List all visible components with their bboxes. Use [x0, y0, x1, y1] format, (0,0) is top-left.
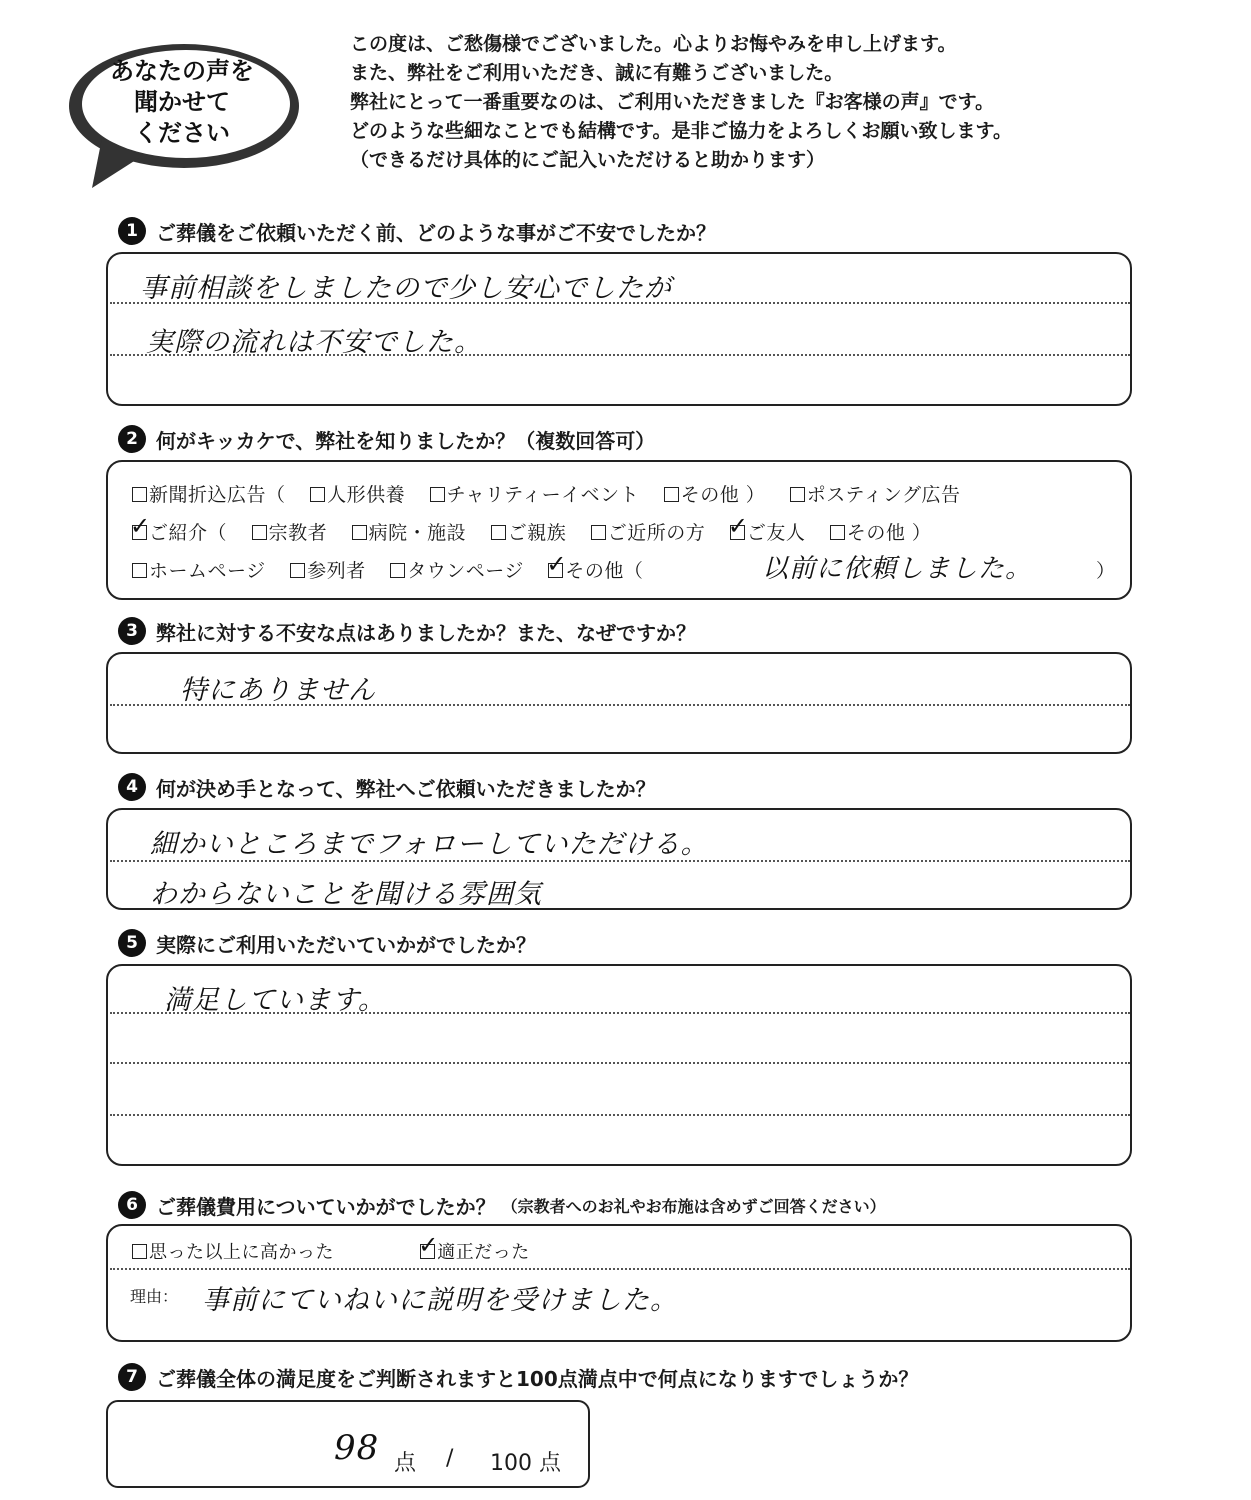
bubble-caption [62, 56, 302, 149]
question-2-other-answer: 以前に依頼しました。 [762, 554, 1033, 584]
option-clergy[interactable]: 宗教者 [252, 522, 328, 544]
checkbox-row-2 [132, 518, 949, 545]
bubble-line: 聞かせて [134, 88, 230, 116]
checkbox[interactable] [491, 525, 506, 540]
question-number-badge: 3 [118, 617, 146, 645]
question-2-heading [118, 424, 655, 454]
question-5-answer: 満足しています。 [164, 985, 386, 1016]
question-6-heading [118, 1190, 886, 1220]
cost-options [132, 1238, 548, 1264]
option-charity-event[interactable]: チャリティーイベント [430, 484, 640, 506]
checkbox[interactable] [310, 487, 325, 502]
checkbox[interactable] [252, 525, 267, 540]
intro-line: どのような些細なことでも結構です。是非ご協力をよろしくお願い致します。 [350, 120, 1012, 142]
question-number-badge: 2 [118, 425, 146, 453]
question-number-badge: 4 [118, 773, 146, 801]
checkbox[interactable] [132, 487, 147, 502]
score-max: 100 点 [490, 1451, 561, 1476]
option-homepage[interactable]: ホームページ [132, 560, 266, 582]
checkbox[interactable] [830, 525, 845, 540]
option-posting-ad[interactable]: ポスティング広告 [790, 484, 961, 506]
answer-line [110, 1268, 1130, 1270]
question-number-badge: 6 [118, 1191, 146, 1219]
checkbox-row-3 [132, 556, 661, 583]
intro-line: 弊社にとって一番重要なのは、ご利用いただきました『お客様の声』です。 [350, 91, 995, 113]
question-1-heading [118, 216, 716, 246]
question-6-note: （宗教者へのお礼やお布施は含めずご回答ください） [501, 1196, 886, 1216]
question-1-answer-line-1: 事前相談をしましたので少し安心でしたが [140, 273, 672, 304]
option-relatives[interactable]: ご親族 [491, 522, 567, 544]
option-newspaper[interactable]: 新聞折込広告（ [132, 484, 286, 506]
checkbox[interactable] [132, 1244, 147, 1259]
option-hospital[interactable]: 病院・施設 [352, 522, 467, 544]
answer-line [110, 1062, 1130, 1064]
score-slash: / [446, 1446, 454, 1471]
checkbox-row-1 [132, 480, 979, 507]
checkbox-checked[interactable] [730, 525, 745, 540]
question-6-reason: 事前にていねいに説明を受けました。 [202, 1285, 678, 1316]
question-1-answer-line-2: 実際の流れは不安でした。 [146, 327, 482, 358]
question-6-text: ご葬儀費用についていかがでしたか？ [156, 1194, 496, 1219]
checkbox[interactable] [430, 487, 445, 502]
bubble-line: ください [134, 119, 230, 147]
option-referral[interactable]: ✓ご紹介（ [132, 522, 227, 544]
option-neighbors[interactable]: ご近所の方 [591, 522, 706, 544]
question-4-heading [118, 772, 656, 802]
reason-label: 理由： [130, 1287, 179, 1306]
option-reasonable[interactable]: ✓ 適正だった [420, 1242, 530, 1263]
option-other-2[interactable]: その他 ） [830, 522, 932, 544]
option-more-expensive[interactable]: 思った以上に高かった [132, 1242, 334, 1263]
question-5-heading [118, 928, 536, 958]
option-friends[interactable]: ✓ ご友人 [730, 522, 806, 544]
intro-line: この度は、ご愁傷様でございました。心よりお悔やみを申し上げます。 [350, 33, 957, 55]
question-1-text: ご葬儀をご依頼いただく前、どのような事がご不安でしたか？ [156, 220, 716, 245]
checkbox-checked[interactable] [132, 525, 147, 540]
checkbox-checked[interactable] [548, 563, 563, 578]
question-3-text: 弊社に対する不安な点はありましたか？また、なぜですか？ [156, 620, 696, 645]
question-5-text: 実際にご利用いただいていかがでしたか？ [156, 932, 536, 957]
bubble-line: あなたの声を [110, 57, 254, 85]
intro-line: また、弊社をご利用いただき、誠に有難うございました。 [350, 62, 844, 84]
checkbox[interactable] [591, 525, 606, 540]
answer-line [110, 1114, 1130, 1116]
score-unit: 点 [394, 1451, 417, 1476]
question-2-text: 何がキッカケで、弊社を知りましたか？（複数回答可） [156, 428, 656, 453]
checkbox[interactable] [290, 563, 305, 578]
intro-line: （できるだけ具体的にご記入いただけると助かります） [350, 149, 826, 171]
intro-paragraph [350, 30, 1210, 175]
checkbox[interactable] [352, 525, 367, 540]
option-other-1[interactable]: その他 ） [664, 484, 766, 506]
option-doll-memorial[interactable]: 人形供養 [310, 484, 405, 506]
score-value: 98 [334, 1428, 380, 1468]
checkbox[interactable] [664, 487, 679, 502]
question-4-answer-line-2: わからないことを聞ける雰囲気 [150, 879, 542, 910]
question-3-heading [118, 616, 696, 646]
question-4-answer-line-1: 細かいところまでフォローしていただける。 [150, 829, 709, 860]
question-number-badge: 1 [118, 217, 146, 245]
option-attendee[interactable]: 参列者 [290, 560, 366, 582]
checkbox-checked[interactable] [420, 1244, 435, 1259]
question-3-answer: 特にありません [180, 675, 376, 706]
option-town-page[interactable]: タウンページ [390, 560, 524, 582]
checkbox[interactable] [132, 563, 147, 578]
question-4-text: 何が決め手となって、弊社へご依頼いただきましたか？ [156, 776, 656, 801]
question-number-badge: 7 [118, 1363, 146, 1391]
checkbox[interactable] [390, 563, 405, 578]
closing-paren: ） [1096, 560, 1116, 582]
question-number-badge: 5 [118, 929, 146, 957]
checkbox[interactable] [790, 487, 805, 502]
question-7-text: ご葬儀全体の満足度をご判断されますと100点満点中で何点になりますでしょうか？ [156, 1366, 919, 1391]
question-7-heading [118, 1362, 918, 1392]
option-other-3[interactable]: ✓ その他（ [548, 560, 643, 582]
